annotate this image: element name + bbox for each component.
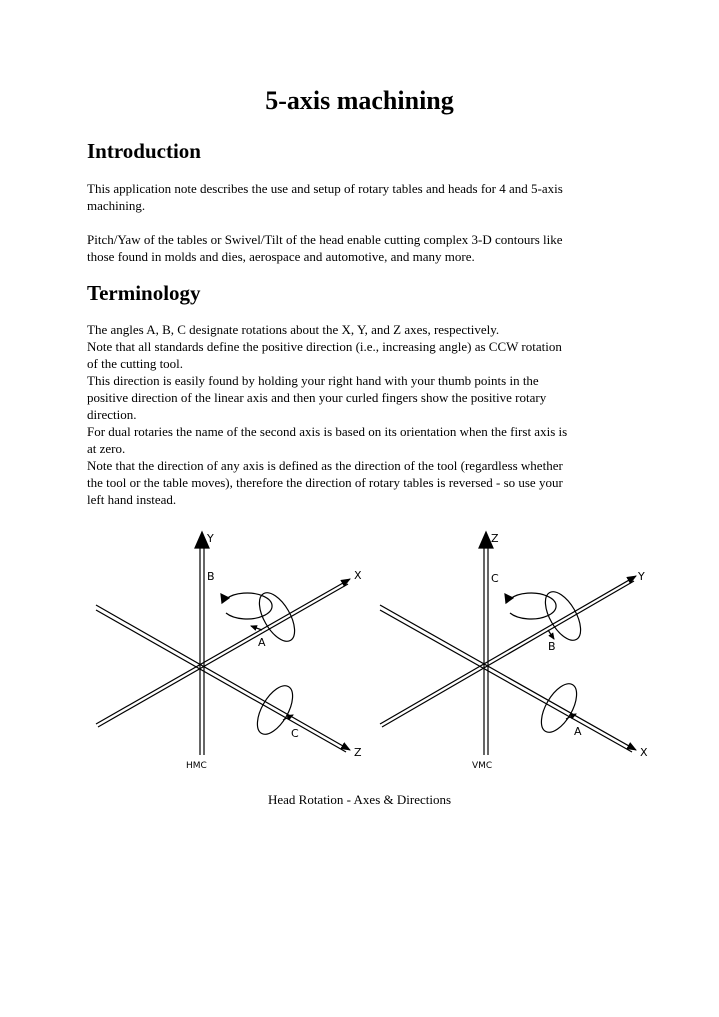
hmc-vertical-rotation-label: B (207, 570, 215, 583)
text-line: This application note describes the use and setup of rotary tables and heads for 4 and 5-axis (87, 181, 563, 196)
figure-caption: Head Rotation - Axes & Directions (267, 792, 452, 807)
text-line: direction. (87, 407, 137, 422)
text-line: at zero. (87, 441, 126, 456)
vertical-axis-line (479, 532, 493, 755)
hmc-right-rotation-label: A (258, 636, 266, 649)
text-line: Pitch/Yaw of the tables or Swivel/Tilt of the head enable cutting complex 3-D contours like (87, 232, 563, 247)
section-heading-introduction: Introduction (87, 139, 201, 163)
text-line: the tool or the table moves), therefore the direction of rotary tables is reversed - so use your (87, 475, 563, 490)
text-line: machining. (87, 198, 146, 213)
hmc-lower-axis-label: Z (354, 746, 362, 759)
text-line: left hand instead. (87, 492, 177, 507)
vmc-machine-label: VMC (472, 761, 493, 771)
lower-axis-line (96, 605, 350, 752)
vmc-diagram (380, 532, 636, 755)
intro-paragraph-2 (87, 231, 637, 265)
vmc-lower-axis-label: X (640, 746, 648, 759)
text-line: For dual rotaries the name of the second axis is based on its orientation when the first axis is (87, 424, 568, 439)
hmc-right-axis-label: X (354, 569, 362, 582)
intro-paragraph-1 (87, 180, 637, 214)
text-line: those found in molds and dies, aerospace and automotive, and many more. (87, 249, 475, 264)
text-line: The angles A, B, C designate rotations about the X, Y, and Z axes, respectively. (87, 322, 500, 337)
page-title: 5-axis machining (265, 86, 454, 115)
text-line: Note that all standards define the positive direction (i.e., increasing angle) as CCW rotation (87, 339, 562, 354)
vmc-vertical-rotation-label: C (491, 572, 499, 585)
hmc-lower-rotation-label: C (291, 727, 299, 740)
hmc-vertical-axis-label: Y (207, 532, 214, 545)
hmc-diagram (96, 532, 350, 755)
vmc-right-axis-label: Y (638, 570, 645, 583)
rotation-arrow-vertical (221, 593, 272, 619)
terminology-paragraph (87, 321, 637, 508)
text-line: This direction is easily found by holding your right hand with your thumb points in the (87, 373, 539, 388)
vmc-lower-rotation-label: A (574, 725, 582, 738)
axes-figure (80, 522, 660, 777)
vmc-right-rotation-label: B (548, 640, 556, 653)
vertical-axis-line (195, 532, 209, 755)
lower-axis-line (380, 605, 636, 752)
section-heading-terminology: Terminology (87, 281, 201, 305)
text-line: Note that the direction of any axis is defined as the direction of the tool (regardless whether (87, 458, 563, 473)
text-line: positive direction of the linear axis and then your curled fingers show the positive rotary (87, 390, 547, 405)
text-line: of the cutting tool. (87, 356, 184, 371)
hmc-machine-label: HMC (186, 761, 207, 771)
vmc-vertical-axis-label: Z (491, 532, 499, 545)
